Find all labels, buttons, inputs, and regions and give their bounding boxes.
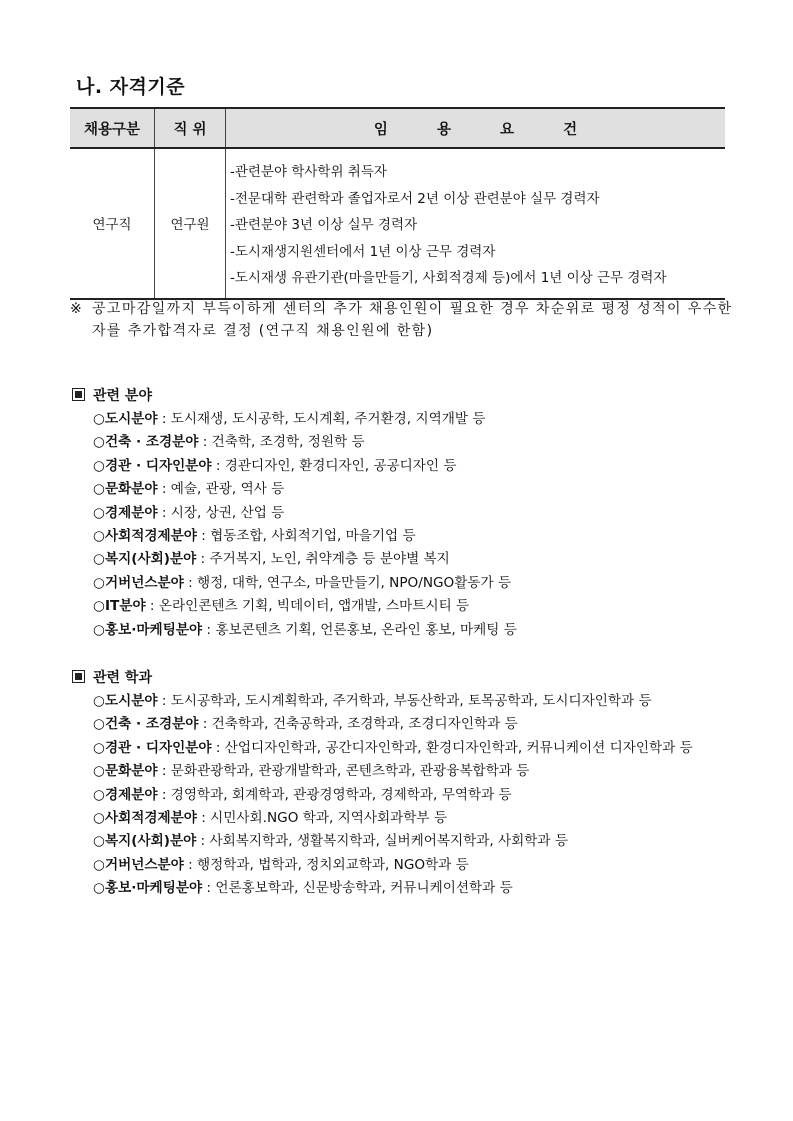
- item-category: 경관 · 디자인분야: [105, 457, 212, 474]
- requirement-item: -관련분야 학사학위 취득자: [230, 164, 387, 180]
- related-fields-heading: [72, 384, 752, 408]
- requirement-item: -도시재생 유관기관(마을만들기, 사회적경제 등)에서 1년 이상 근무 경력자: [230, 270, 667, 286]
- item-category: 거버넌스분야: [105, 574, 184, 591]
- list-item: [72, 408, 752, 431]
- list-item: [72, 525, 752, 548]
- bullet-icon: ○: [93, 527, 105, 544]
- item-detail: 건축학, 조경학, 정원학 등: [211, 434, 365, 451]
- requirement-item: -도시재생지원센터에서 1년 이상 근무 경력자: [230, 243, 496, 260]
- bullet-icon: ○: [93, 880, 105, 897]
- header-requirements-label: 임 용 요 건: [373, 121, 578, 138]
- bullet-icon: ○: [93, 504, 105, 521]
- note: [70, 298, 740, 342]
- item-detail: 온라인콘텐츠 기획, 빅데이터, 앱개발, 스마트시티 등: [158, 598, 470, 615]
- item-separator: :: [196, 551, 210, 568]
- item-category: 경제분야: [105, 786, 158, 803]
- item-separator: :: [198, 716, 212, 733]
- bullet-icon: ○: [93, 716, 105, 733]
- bullet-icon: ○: [93, 693, 105, 709]
- item-category: 홍보·마케팅분야: [105, 880, 203, 897]
- requirement-item: -관련분야 3년 이상 실무 경력자: [230, 217, 418, 233]
- item-category: 문화분야: [105, 763, 158, 780]
- item-detail: 건축학과, 건축공학과, 조경학과, 조경디자인학과 등: [211, 716, 518, 733]
- bullet-icon: ○: [93, 856, 105, 873]
- cell-hiring-type: 연구직: [70, 148, 155, 299]
- qualification-table: [70, 107, 725, 300]
- list-item: [72, 760, 752, 783]
- item-category: 복지(사회)분야: [105, 551, 197, 568]
- related-departments-heading-label: 관련 학과: [93, 670, 152, 686]
- item-separator: :: [145, 598, 159, 615]
- list-item: [72, 830, 752, 853]
- item-category: 도시분야: [105, 693, 158, 709]
- item-separator: :: [157, 786, 171, 803]
- item-detail: 시민사회.NGO 학과, 지역사회과학부 등: [210, 809, 448, 826]
- item-category: 사회적경제분야: [105, 527, 197, 544]
- header-position: 직 위: [155, 108, 226, 148]
- bullet-icon: ○: [93, 481, 105, 498]
- list-item: [72, 737, 752, 760]
- requirement-item: -전문대학 관련학과 졸업자로서 2년 이상 관련분야 실무 경력자: [230, 190, 600, 207]
- list-item: [72, 478, 752, 501]
- list-item: [72, 548, 752, 571]
- item-detail: 행정, 대학, 연구소, 마을만들기, NPO/NGO활동가 등: [197, 574, 512, 591]
- item-detail: 행정학과, 법학과, 정치외교학과, NGO학과 등: [197, 856, 469, 873]
- item-category: 경제분야: [105, 504, 158, 521]
- item-category: 도시분야: [105, 411, 158, 427]
- bullet-icon: ○: [93, 457, 105, 474]
- list-item: [72, 854, 752, 877]
- item-detail: 경영학과, 회계학과, 관광경영학과, 경제학과, 무역학과 등: [170, 786, 512, 803]
- cell-requirements: [226, 148, 726, 299]
- item-detail: 예술, 관광, 역사 등: [170, 481, 285, 498]
- item-detail: 주거복지, 노인, 취약계층 등 분야별 복지: [209, 551, 450, 568]
- item-separator: :: [202, 621, 216, 638]
- item-separator: :: [183, 574, 198, 591]
- item-separator: :: [211, 739, 225, 756]
- item-separator: :: [202, 880, 216, 897]
- table-row: [70, 148, 725, 299]
- item-category: 복지(사회)분야: [105, 833, 197, 850]
- header-requirements: [226, 108, 726, 148]
- item-detail: 사회복지학과, 생활복지학과, 실버케어복지학과, 사회학과 등: [209, 833, 568, 850]
- list-item: [72, 877, 752, 900]
- list-item: [72, 572, 752, 595]
- related-departments-list: [72, 690, 752, 901]
- note-mark-icon: ※: [70, 301, 84, 317]
- item-detail: 언론홍보학과, 신문방송학과, 커뮤니케이션학과 등: [215, 880, 513, 897]
- item-category: 문화분야: [105, 481, 158, 498]
- bullet-icon: ○: [93, 411, 105, 427]
- bullet-icon: ○: [93, 786, 105, 803]
- bullet-icon: ○: [93, 739, 105, 756]
- item-detail: 도시공학과, 도시계획학과, 주거학과, 부동산학과, 토목공학과, 도시디자인학과 등: [170, 693, 652, 709]
- item-separator: :: [196, 527, 211, 544]
- item-detail: 산업디자인학과, 공간디자인학과, 환경디자인학과, 커뮤니케이션 디자인학과 등: [224, 739, 693, 756]
- bullet-icon: ○: [93, 551, 105, 568]
- item-separator: :: [157, 763, 171, 780]
- list-item: [72, 807, 752, 830]
- item-separator: :: [183, 856, 198, 873]
- item-detail: 문화관광학과, 관광개발학과, 콘텐츠학과, 관광융복합학과 등: [170, 763, 530, 780]
- list-item: [72, 713, 752, 736]
- item-separator: :: [157, 504, 171, 521]
- bullet-icon: ○: [93, 598, 105, 615]
- item-category: 사회적경제분야: [105, 809, 197, 826]
- item-category: 건축 · 조경분야: [105, 716, 199, 733]
- item-detail: 협동조합, 사회적기업, 마을기업 등: [210, 527, 416, 544]
- related-departments-section: [72, 666, 752, 901]
- related-fields-heading-label: 관련 분야: [93, 388, 152, 404]
- list-item: [72, 431, 752, 454]
- item-category: IT분야: [105, 598, 146, 615]
- item-separator: :: [157, 481, 171, 498]
- item-detail: 홍보콘텐츠 기획, 언론홍보, 온라인 홍보, 마케팅 등: [215, 621, 517, 638]
- list-item: [72, 619, 752, 642]
- list-item: [72, 595, 752, 618]
- item-separator: :: [196, 833, 210, 850]
- note-text: 공고마감일까지 부득이하게 센터의 추가 채용인원이 필요한 경우 차순위로 평정 성적이 우수한 자를 추가합격자로 결정 (연구직 채용인원에 한함): [92, 301, 733, 339]
- item-separator: :: [198, 434, 212, 451]
- item-separator: :: [157, 411, 171, 427]
- list-item: [72, 690, 752, 713]
- item-detail: 도시재생, 도시공학, 도시계획, 주거환경, 지역개발 등: [170, 411, 486, 427]
- list-item: [72, 784, 752, 807]
- list-item: [72, 455, 752, 478]
- item-category: 경관 · 디자인분야: [105, 739, 212, 756]
- item-separator: :: [196, 809, 211, 826]
- related-departments-heading: [72, 666, 752, 690]
- bullet-icon: ○: [93, 434, 105, 451]
- section-title: 나. 자격기준: [76, 76, 186, 98]
- item-detail: 시장, 상권, 산업 등: [170, 504, 285, 521]
- related-fields-list: [72, 408, 752, 642]
- item-detail: 경관디자인, 환경디자인, 공공디자인 등: [224, 457, 457, 474]
- cell-position: 연구원: [155, 148, 226, 299]
- item-category: 건축 · 조경분야: [105, 434, 199, 451]
- related-fields-section: [72, 384, 752, 642]
- item-category: 홍보·마케팅분야: [105, 621, 203, 638]
- bullet-icon: ○: [93, 621, 105, 638]
- item-separator: :: [157, 693, 171, 709]
- bullet-icon: ○: [93, 763, 105, 780]
- square-bullet-icon: [72, 388, 85, 401]
- item-category: 거버넌스분야: [105, 856, 184, 873]
- table-header-row: [70, 108, 725, 148]
- bullet-icon: ○: [93, 574, 105, 591]
- item-separator: :: [211, 457, 225, 474]
- list-item: [72, 502, 752, 525]
- bullet-icon: ○: [93, 809, 105, 826]
- header-hiring-type: 채용구분: [70, 108, 155, 148]
- bullet-icon: ○: [93, 833, 105, 850]
- square-bullet-icon: [72, 670, 85, 683]
